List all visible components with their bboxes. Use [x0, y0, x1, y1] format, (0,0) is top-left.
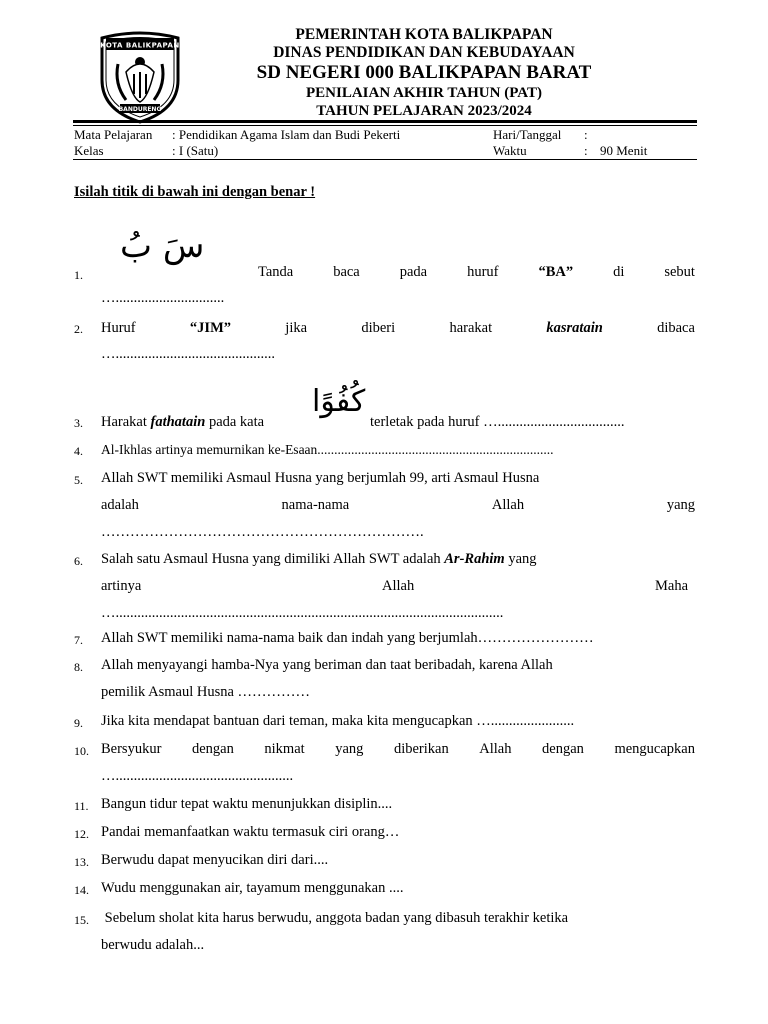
answer-blank: …..............................: [101, 290, 225, 306]
answer-blank: ….................................................: [101, 768, 294, 784]
question-number: 8.: [74, 660, 83, 674]
text-part: pada kata: [205, 414, 265, 430]
answer-blank: …............................................: [101, 346, 275, 362]
word: Huruf: [101, 320, 136, 336]
svg-text:BANDURENG: BANDURENG: [118, 106, 162, 113]
text-part: yang: [504, 551, 537, 567]
government-name: PEMERINTAH KOTA BALIKPAPAN: [295, 26, 553, 43]
word: dengan: [191, 741, 234, 757]
question-text-line1: Sebelum sholat kita harus berwudu, anggota badan yang dibasuh terakhir ketika: [101, 910, 569, 926]
question-text-line2: pemilik Asmaul Husna ……………: [101, 684, 311, 700]
info-divider: [73, 159, 697, 160]
word: dengan: [542, 741, 584, 757]
question-text-line2: [101, 497, 695, 514]
question-text: Allah SWT memiliki nama-nama baik dan indah yang berjumlah……………………: [101, 630, 594, 646]
question-number: 7.: [74, 633, 83, 647]
word: Tanda: [258, 264, 294, 280]
question-text: [101, 414, 264, 431]
word: sebut: [664, 264, 695, 280]
info-row-subject: [74, 127, 696, 143]
question-text-line1: [101, 551, 537, 568]
arabic-word-kufuwan: كُفُوًا: [312, 384, 366, 419]
word: dibaca: [657, 320, 695, 336]
question-number: 13.: [74, 855, 89, 869]
question-text: Jika kita mendapat bantuan dari teman, maka kita mengucapkan ….......................: [101, 713, 575, 729]
word: nama-nama: [281, 497, 350, 513]
word-bold: “JIM”: [189, 320, 232, 336]
word: Bersyukur: [101, 741, 162, 757]
question-text: [101, 741, 695, 758]
question-text: Bangun tidur tepat waktu menunjukkan disiplin....: [101, 796, 393, 812]
question-number: 10.: [74, 744, 89, 758]
word: jika: [285, 320, 308, 336]
question-number: 4.: [74, 444, 83, 458]
header-divider-thick: [73, 120, 697, 123]
question-text: Pandai memanfaatkan waktu termasuk ciri orang…: [101, 824, 400, 840]
question-text-line1: Allah menyayangi hamba-Nya yang beriman dan taat beribadah, karena Allah: [101, 657, 553, 673]
word: pada: [399, 264, 428, 280]
answer-blank: …...........................................................................................................: [101, 605, 504, 621]
day-value: :: [584, 127, 588, 142]
word: yang: [666, 497, 695, 513]
letterhead-text: [74, 26, 696, 120]
day-label: Hari/Tanggal: [493, 127, 562, 142]
word-bold: “BA”: [538, 264, 574, 280]
question-number: 6.: [74, 554, 83, 568]
word: diberikan: [393, 741, 449, 757]
question-text-line2: berwudu adalah...: [101, 937, 205, 953]
word: nikmat: [264, 741, 305, 757]
word: diberi: [361, 320, 396, 336]
word-bold-italic: kasratain: [546, 320, 603, 336]
question-number: 2.: [74, 322, 83, 336]
question-number: 1.: [74, 268, 83, 282]
word: yang: [335, 741, 364, 757]
instruction: Isilah titik di bawah ini dengan benar !: [74, 184, 316, 200]
time-label: Waktu: [493, 143, 527, 158]
arabic-letters-sa-bu: سَ بُ: [120, 226, 205, 266]
word: Allah: [479, 741, 512, 757]
header-divider-thin: [73, 125, 697, 126]
question-text-line2: [101, 578, 688, 595]
text-part-bold-italic: fathatain: [150, 414, 206, 430]
question-number: 14.: [74, 883, 89, 897]
answer-blank: ………………………………………………………….: [101, 524, 424, 540]
info-row-class: [74, 143, 696, 159]
class-label: Kelas: [74, 143, 104, 158]
question-text: Berwudu dapat menyucikan diri dari....: [101, 852, 329, 868]
question-text: [101, 320, 695, 337]
question-number: 3.: [74, 416, 83, 430]
text-part: Salah satu Asmaul Husna yang dimiliki Allah SWT adalah: [101, 551, 445, 567]
question-number: 9.: [74, 716, 83, 730]
question-text: Al-Ikhlas artinya memurnikan ke-Esaan......................................................................: [101, 442, 554, 457]
question-number: 15.: [74, 913, 89, 927]
question-number: 12.: [74, 827, 89, 841]
school-name: SD NEGERI 000 BALIKPAPAN BARAT: [256, 62, 592, 83]
word: adalah: [101, 497, 139, 513]
class-value: : I (Satu): [172, 143, 219, 158]
word: di: [613, 264, 625, 280]
svg-text:KOTA BALIKPAPAN: KOTA BALIKPAPAN: [100, 41, 180, 50]
word: mengucapkan: [614, 741, 695, 757]
question-text: Wudu menggunakan air, tayamum menggunakan ....: [101, 880, 404, 896]
time-colon: :: [584, 143, 588, 158]
question-text-line1: Allah SWT memiliki Asmaul Husna yang berjumlah 99, arti Asmaul Husna: [101, 470, 540, 486]
question-text-end: terletak pada huruf …...................................: [370, 414, 625, 430]
subject-label: Mata Pelajaran: [74, 127, 153, 142]
time-value: 90 Menit: [600, 143, 648, 158]
question-text: [258, 264, 695, 281]
question-number: 11.: [74, 799, 89, 813]
academic-year: TAHUN PELAJARAN 2023/2024: [316, 103, 532, 119]
question-number: 5.: [74, 473, 83, 487]
word: huruf: [467, 264, 499, 280]
department-name: DINAS PENDIDIKAN DAN KEBUDAYAAN: [273, 44, 575, 61]
word: baca: [333, 264, 360, 280]
exam-title: PENILAIAN AKHIR TAHUN (PAT): [306, 85, 542, 101]
text-part-bold-italic: Ar-Rahim: [444, 551, 505, 567]
word: artinya: [101, 578, 142, 594]
exam-info: [74, 127, 696, 159]
letterhead: [74, 26, 696, 118]
word: Maha: [654, 578, 688, 594]
subject-value: : Pendidikan Agama Islam dan Budi Pekerti: [172, 127, 401, 142]
word: harakat: [449, 320, 493, 336]
text-part: Harakat: [101, 414, 151, 430]
word: Allah: [491, 497, 525, 513]
word: Allah: [382, 578, 415, 594]
